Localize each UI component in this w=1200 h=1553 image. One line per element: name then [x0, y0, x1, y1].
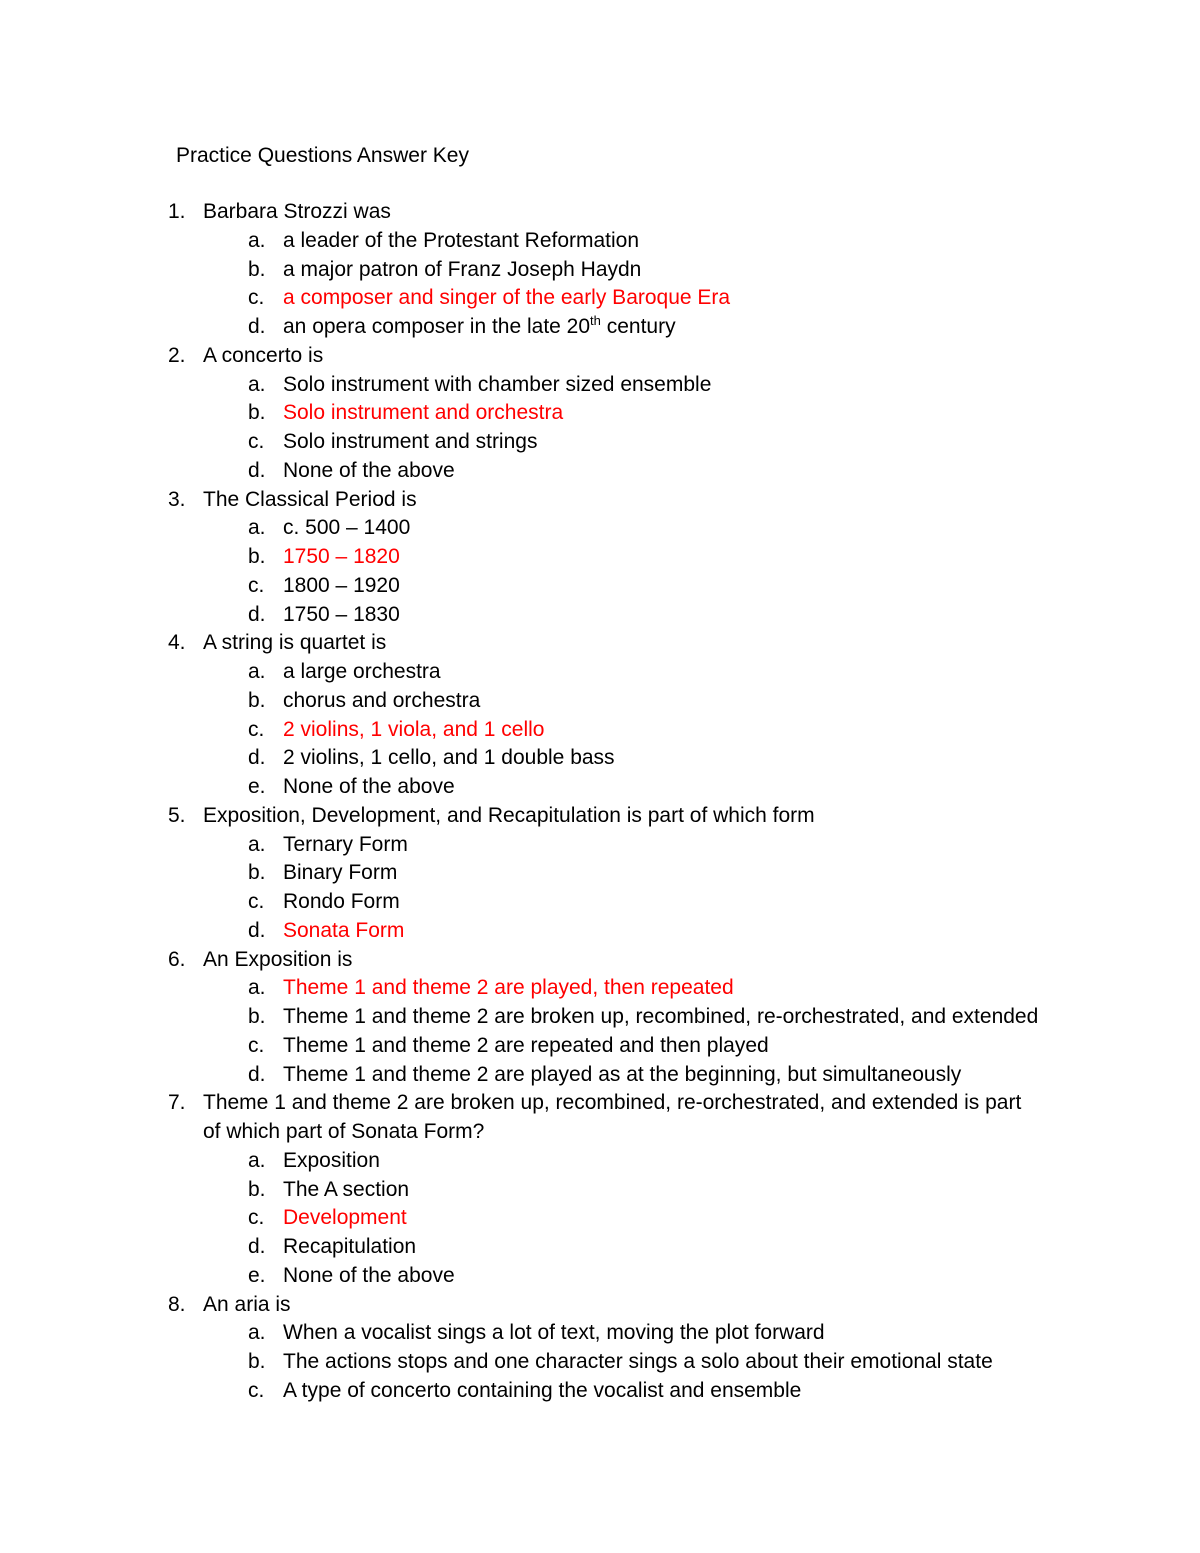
answer-option — [0, 831, 1200, 860]
option-text: Solo instrument and strings — [283, 430, 538, 453]
option-text: None of the above — [283, 775, 455, 798]
option-letter: a. — [248, 372, 266, 396]
option-text: Development — [283, 1206, 407, 1230]
question-3 — [0, 486, 1200, 515]
option-letter: b. — [248, 688, 266, 712]
option-letter: a. — [248, 660, 266, 683]
option-text-after: century — [600, 315, 676, 338]
question-8 — [0, 1291, 1200, 1320]
question-5 — [0, 802, 1200, 831]
question-number: 3. — [168, 487, 186, 511]
answer-option — [0, 687, 1200, 716]
option-text: A type of concerto containing the vocalist and ensemble — [283, 1378, 802, 1402]
option-text: When a vocalist sings a lot of text, moving the plot forward — [283, 1321, 825, 1345]
answer-option — [0, 313, 1200, 342]
answer-option-correct — [0, 974, 1200, 1003]
option-text-wrap — [283, 284, 730, 313]
option-text-wrap — [283, 1176, 409, 1205]
option-text: Sonata Form — [283, 918, 405, 942]
option-text-wrap — [283, 572, 400, 601]
option-text-wrap — [283, 917, 404, 946]
option-letter: c. — [248, 890, 265, 913]
question-text: Exposition, Development, and Recapitulation is part of which form — [203, 803, 815, 827]
option-text-wrap — [283, 1204, 407, 1233]
answer-option-correct — [0, 543, 1200, 572]
option-text: None of the above — [283, 1263, 455, 1287]
option-text-wrap — [283, 859, 397, 888]
question-text: Theme 1 and theme 2 are broken up, recombined, re-orchestrated, and extended is part — [203, 1091, 1022, 1115]
option-text-wrap — [283, 543, 400, 572]
option-text-wrap — [283, 1262, 455, 1291]
option-text: an opera composer in the late 20 — [283, 315, 591, 338]
option-text-wrap — [283, 1061, 961, 1090]
option-text: Binary Form — [283, 861, 398, 885]
option-text-wrap — [283, 744, 615, 773]
option-letter: d. — [248, 1062, 266, 1086]
option-text: a major patron of Franz Joseph Haydn — [283, 257, 642, 281]
option-text: Rondo Form — [283, 890, 400, 913]
option-letter: e. — [248, 1263, 266, 1287]
question-number: 4. — [168, 631, 186, 655]
question-6 — [0, 946, 1200, 975]
answer-option — [0, 1262, 1200, 1291]
option-text: 1800 – 1920 — [283, 573, 400, 597]
option-letter: b. — [248, 545, 266, 568]
option-letter: d. — [248, 458, 266, 482]
option-letter: c. — [248, 430, 265, 453]
option-text: a composer and singer of the early Baroque Era — [283, 286, 731, 310]
answer-option — [0, 1233, 1200, 1262]
option-text: Solo instrument with chamber sized ensemble — [283, 372, 712, 396]
option-text: The A section — [283, 1177, 410, 1201]
option-letter: e. — [248, 775, 266, 798]
answer-option — [0, 1003, 1200, 1032]
question-continuation — [0, 1118, 1200, 1147]
option-text-wrap — [283, 1377, 801, 1406]
option-letter: d. — [248, 746, 266, 770]
option-letter: a. — [248, 976, 266, 1000]
question-7 — [0, 1089, 1200, 1118]
option-text-wrap — [283, 1233, 416, 1262]
answer-option — [0, 1061, 1200, 1090]
answer-option — [0, 1377, 1200, 1406]
option-letter: d. — [248, 315, 266, 338]
option-letter: b. — [248, 861, 266, 885]
option-text: Recapitulation — [283, 1235, 417, 1258]
option-letter: a. — [248, 516, 266, 540]
option-text: Theme 1 and theme 2 are played as at the beginning, but simultaneously — [283, 1062, 962, 1086]
option-letter: a. — [248, 228, 266, 252]
option-text-wrap — [283, 1032, 769, 1061]
option-text-wrap — [283, 1147, 380, 1176]
page-title: Practice Questions Answer Key — [176, 144, 469, 167]
option-letter: a. — [248, 1321, 266, 1345]
option-letter: a. — [248, 1148, 266, 1172]
option-text-wrap — [283, 601, 400, 630]
question-number: 8. — [168, 1292, 186, 1316]
option-text-wrap — [283, 399, 563, 428]
option-text: chorus and orchestra — [283, 688, 481, 712]
answer-option — [0, 1032, 1200, 1061]
option-text: Solo instrument and orchestra — [283, 401, 564, 425]
option-letter: b. — [248, 257, 266, 281]
question-4 — [0, 629, 1200, 658]
option-letter: c. — [248, 1378, 265, 1402]
answer-option — [0, 371, 1200, 400]
option-text-wrap — [283, 1319, 825, 1348]
answer-option — [0, 1348, 1200, 1377]
question-text: An Exposition is — [203, 947, 353, 971]
option-text: 2 violins, 1 viola, and 1 cello — [283, 717, 545, 741]
option-text: Theme 1 and theme 2 are repeated and then played — [283, 1033, 769, 1057]
question-number: 1. — [168, 200, 186, 223]
option-letter: d. — [248, 1235, 266, 1258]
option-letter: b. — [248, 401, 266, 425]
answer-option-correct — [0, 917, 1200, 946]
answer-option — [0, 514, 1200, 543]
answer-option-correct — [0, 399, 1200, 428]
option-text-wrap — [283, 773, 455, 802]
answer-option — [0, 773, 1200, 802]
option-letter: b. — [248, 1005, 266, 1028]
option-letter: c. — [248, 1033, 265, 1057]
option-text: c. 500 – 1400 — [283, 516, 411, 540]
option-letter: c. — [248, 573, 265, 597]
question-number: 6. — [168, 947, 186, 971]
option-text-wrap — [283, 658, 441, 687]
option-text-wrap — [283, 428, 537, 457]
option-text: Theme 1 and theme 2 are broken up, recombined, re-orchestrated, and extended — [283, 1005, 1039, 1028]
question-number: 2. — [168, 343, 186, 367]
option-text-wrap — [283, 831, 408, 860]
option-text: a leader of the Protestant Reformation — [283, 228, 640, 252]
option-text-wrap — [283, 514, 410, 543]
question-text: The Classical Period is — [203, 487, 417, 511]
question-number: 7. — [168, 1091, 186, 1115]
question-text: Barbara Strozzi was — [203, 200, 391, 223]
option-text: The actions stops and one character sings a solo about their emotional state — [283, 1350, 993, 1373]
answer-option — [0, 227, 1200, 256]
answer-option — [0, 572, 1200, 601]
answer-option — [0, 658, 1200, 687]
question-text: A concerto is — [203, 343, 324, 367]
option-letter: c. — [248, 1206, 265, 1230]
option-text: 2 violins, 1 cello, and 1 double bass — [283, 746, 615, 770]
answer-option — [0, 888, 1200, 917]
question-1 — [0, 198, 1200, 227]
option-text: None of the above — [283, 458, 455, 482]
option-text-wrap — [283, 457, 455, 486]
option-letter: d. — [248, 918, 266, 942]
option-text: Theme 1 and theme 2 are played, then repeated — [283, 976, 734, 1000]
option-letter: b. — [248, 1350, 266, 1373]
option-text-wrap — [283, 371, 711, 400]
option-text: 1750 – 1830 — [283, 602, 400, 626]
answer-option — [0, 256, 1200, 285]
question-text: A string is quartet is — [203, 631, 387, 655]
option-text-wrap — [283, 888, 400, 917]
option-letter: b. — [248, 1177, 266, 1201]
question-text: An aria is — [203, 1292, 291, 1316]
option-text: Exposition — [283, 1148, 380, 1172]
answer-option — [0, 1176, 1200, 1205]
option-text-wrap — [283, 974, 734, 1003]
option-letter: d. — [248, 602, 266, 626]
option-text-wrap — [283, 227, 639, 256]
option-text: a large orchestra — [283, 660, 441, 683]
option-text-wrap — [283, 716, 545, 745]
question-list — [0, 198, 1200, 1406]
answer-option — [0, 428, 1200, 457]
answer-option-correct — [0, 716, 1200, 745]
option-superscript: th — [590, 313, 601, 328]
answer-option-correct — [0, 284, 1200, 313]
option-letter: a. — [248, 832, 266, 856]
question-text-continued: of which part of Sonata Form? — [203, 1120, 485, 1143]
question-number: 5. — [168, 803, 186, 827]
answer-option — [0, 859, 1200, 888]
option-letter: c. — [248, 286, 265, 310]
option-letter: c. — [248, 717, 265, 741]
option-text: 1750 – 1820 — [283, 545, 400, 568]
answer-option — [0, 601, 1200, 630]
question-2 — [0, 342, 1200, 371]
answer-option — [0, 1147, 1200, 1176]
answer-option — [0, 744, 1200, 773]
answer-option — [0, 457, 1200, 486]
option-text: Ternary Form — [283, 832, 408, 856]
answer-option — [0, 1319, 1200, 1348]
option-text-wrap — [283, 1003, 1038, 1032]
option-text-wrap — [283, 1348, 993, 1377]
answer-option-correct — [0, 1204, 1200, 1233]
option-text-wrap — [283, 687, 480, 716]
option-text-wrap — [283, 313, 676, 342]
option-text-wrap — [283, 256, 641, 285]
